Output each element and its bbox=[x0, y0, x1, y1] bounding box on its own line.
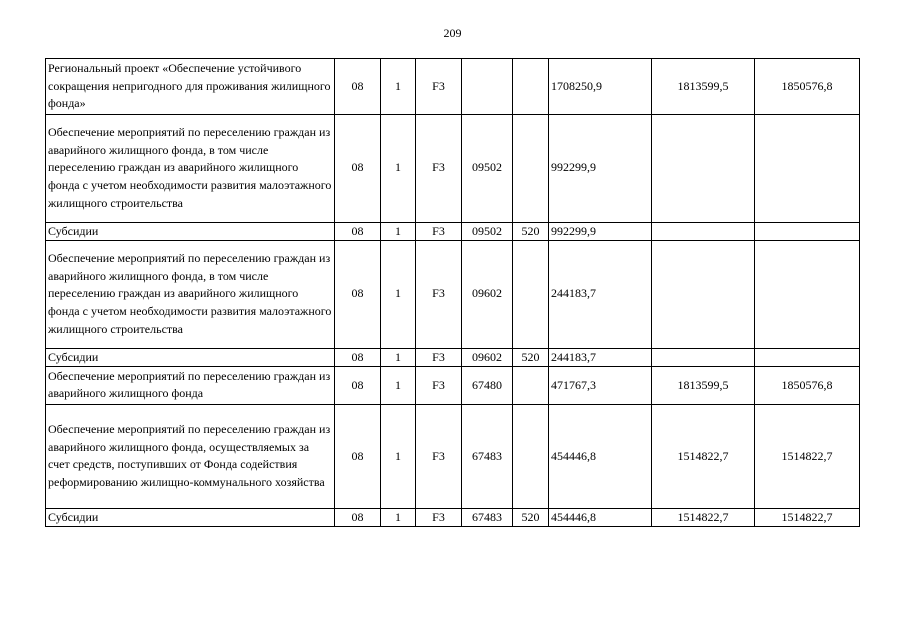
table-row bbox=[46, 222, 860, 240]
target-article-prefix: F3 bbox=[416, 508, 462, 526]
amount-year-2: 1813599,5 bbox=[652, 59, 755, 115]
target-article-code: 09602 bbox=[462, 348, 513, 366]
amount-year-3 bbox=[755, 222, 860, 240]
amount-year-3: 1514822,7 bbox=[755, 508, 860, 526]
amount-year-2: 1514822,7 bbox=[652, 508, 755, 526]
row-name: Субсидии bbox=[46, 222, 335, 240]
amount-year-3: 1850576,8 bbox=[755, 59, 860, 115]
section-code: 08 bbox=[335, 348, 381, 366]
subsection-code: 1 bbox=[381, 114, 416, 222]
target-article-prefix: F3 bbox=[416, 114, 462, 222]
amount-year-1: 992299,9 bbox=[549, 222, 652, 240]
amount-year-2 bbox=[652, 240, 755, 348]
table-row bbox=[46, 59, 860, 115]
section-code: 08 bbox=[335, 59, 381, 115]
section-code: 08 bbox=[335, 366, 381, 404]
target-article-code bbox=[462, 59, 513, 115]
table-row bbox=[46, 508, 860, 526]
expense-type-code bbox=[513, 114, 549, 222]
table-row bbox=[46, 240, 860, 348]
target-article-prefix: F3 bbox=[416, 59, 462, 115]
row-name: Субсидии bbox=[46, 508, 335, 526]
amount-year-3 bbox=[755, 348, 860, 366]
amount-year-1: 244183,7 bbox=[549, 240, 652, 348]
target-article-prefix: F3 bbox=[416, 404, 462, 508]
subsection-code: 1 bbox=[381, 240, 416, 348]
amount-year-3: 1514822,7 bbox=[755, 404, 860, 508]
amount-year-2: 1514822,7 bbox=[652, 404, 755, 508]
expense-type-code: 520 bbox=[513, 508, 549, 526]
table-row bbox=[46, 348, 860, 366]
table-row bbox=[46, 366, 860, 404]
subsection-code: 1 bbox=[381, 366, 416, 404]
subsection-code: 1 bbox=[381, 348, 416, 366]
section-code: 08 bbox=[335, 508, 381, 526]
amount-year-2 bbox=[652, 114, 755, 222]
budget-table bbox=[45, 58, 860, 527]
subsection-code: 1 bbox=[381, 222, 416, 240]
amount-year-3 bbox=[755, 240, 860, 348]
page-number: 209 bbox=[443, 26, 462, 40]
expense-type-code bbox=[513, 366, 549, 404]
amount-year-2 bbox=[652, 222, 755, 240]
row-name: Обеспечение мероприятий по переселению граждан из аварийного жилищного фонда, в том числе переселению граждан из аварийного жилищного фонда с учетом необходимости развития малоэтажного жилищного строительства bbox=[46, 240, 335, 348]
subsection-code: 1 bbox=[381, 404, 416, 508]
target-article-code: 67483 bbox=[462, 404, 513, 508]
amount-year-1: 454446,8 bbox=[549, 404, 652, 508]
table-row bbox=[46, 114, 860, 222]
target-article-code: 09602 bbox=[462, 240, 513, 348]
amount-year-2 bbox=[652, 348, 755, 366]
section-code: 08 bbox=[335, 114, 381, 222]
section-code: 08 bbox=[335, 404, 381, 508]
subsection-code: 1 bbox=[381, 59, 416, 115]
row-name: Субсидии bbox=[46, 348, 335, 366]
expense-type-code: 520 bbox=[513, 348, 549, 366]
section-code: 08 bbox=[335, 222, 381, 240]
amount-year-2: 1813599,5 bbox=[652, 366, 755, 404]
row-name: Обеспечение мероприятий по переселению граждан из аварийного жилищного фонда, в том числе переселению граждан из аварийного жилищного фонда с учетом необходимости развития малоэтажного жилищного строительства bbox=[46, 114, 335, 222]
expense-type-code bbox=[513, 404, 549, 508]
amount-year-3: 1850576,8 bbox=[755, 366, 860, 404]
target-article-prefix: F3 bbox=[416, 222, 462, 240]
row-name: Обеспечение мероприятий по переселению граждан из аварийного жилищного фонда, осуществляемых за счет средств, поступивших от Фонда содействия реформированию жилищно-коммунального хозяйства bbox=[46, 404, 335, 508]
amount-year-3 bbox=[755, 114, 860, 222]
amount-year-1: 1708250,9 bbox=[549, 59, 652, 115]
target-article-prefix: F3 bbox=[416, 240, 462, 348]
amount-year-1: 244183,7 bbox=[549, 348, 652, 366]
amount-year-1: 471767,3 bbox=[549, 366, 652, 404]
target-article-code: 67480 bbox=[462, 366, 513, 404]
table-row bbox=[46, 404, 860, 508]
expense-type-code bbox=[513, 59, 549, 115]
amount-year-1: 454446,8 bbox=[549, 508, 652, 526]
target-article-code: 09502 bbox=[462, 222, 513, 240]
subsection-code: 1 bbox=[381, 508, 416, 526]
target-article-prefix: F3 bbox=[416, 348, 462, 366]
target-article-prefix: F3 bbox=[416, 366, 462, 404]
expense-type-code: 520 bbox=[513, 222, 549, 240]
expense-type-code bbox=[513, 240, 549, 348]
row-name: Региональный проект «Обеспечение устойчивого сокращения непригодного для проживания жилищного фонда» bbox=[46, 59, 335, 115]
amount-year-1: 992299,9 bbox=[549, 114, 652, 222]
row-name: Обеспечение мероприятий по переселению граждан из аварийного жилищного фонда bbox=[46, 366, 335, 404]
target-article-code: 09502 bbox=[462, 114, 513, 222]
target-article-code: 67483 bbox=[462, 508, 513, 526]
section-code: 08 bbox=[335, 240, 381, 348]
